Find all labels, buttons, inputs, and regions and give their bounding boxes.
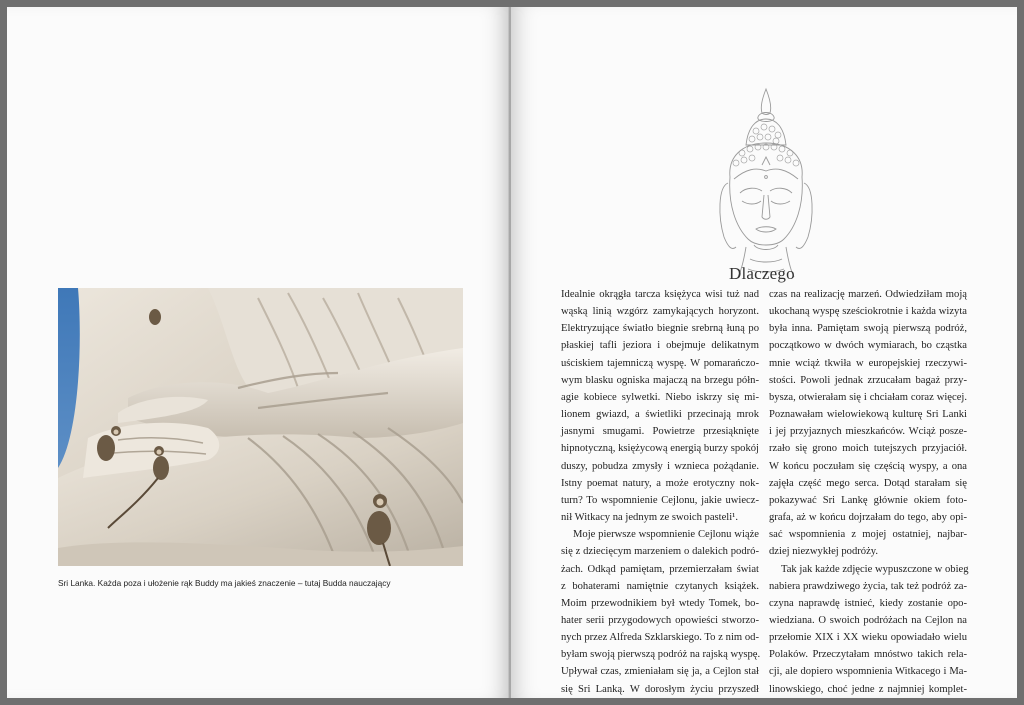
text-column-right [769, 286, 967, 698]
text-line: hater serii przygodowych opowieści stworzo- [561, 614, 759, 626]
text-line: nił Witkacy na jednym ze swoich pasteli¹. [561, 512, 739, 524]
text-column-left [561, 286, 759, 698]
chapter-title: Dlaczego [729, 264, 795, 283]
text-line: W końcu poczułam się częścią wyspy, a ona [769, 460, 967, 472]
right-page [511, 7, 1017, 698]
text-line: grafa, aż w końcu dojrzałam do tego, aby opi- [769, 512, 967, 524]
text-line: wym blasku ogniska majaczą na brzegu półn- [561, 374, 759, 386]
text-line: sać wspomnienia z mojej ostatniej, najbar- [769, 529, 967, 541]
buddha-hands-with-monkeys-photo [58, 288, 463, 566]
text-line: początkowo w dwóch wymiarach, bo cząstka [769, 340, 967, 352]
text-line: wąską linią wzgórz zamykających horyzont. [561, 306, 759, 318]
buddha-head-drawing [706, 87, 826, 279]
text-line: byłam swoją pierwszą podróż na rajską wyspę. [561, 649, 761, 661]
text-line: z bohaterami namiętnie czytanych książek. [561, 580, 759, 592]
text-line: uściskiem tajemniczą wyspę. W pomarańczo- [561, 357, 759, 369]
text-line: była inna. Pamiętam swoją pierwszą podróż, [769, 323, 967, 335]
text-line: hipnotyczną, księżycową energią burzy spokój [561, 443, 759, 455]
text-line: turn? To wspomnienie Cejlonu, jakie uwiecz- [561, 494, 759, 506]
left-page [7, 7, 509, 698]
text-line: żach. Odkąd pamiętam, przemierzałam świat [561, 563, 759, 575]
text-line: pokazywać Sri Lankę głównie okiem foto- [769, 494, 967, 506]
text-line: nych przez Alfreda Szklarskiego. To z nim od- [561, 632, 759, 644]
text-line: wiedziana. O swoich podróżach na Cejlon na [769, 614, 967, 626]
text-line: lionem gwiazd, a świetliki przecinają mrok [561, 409, 759, 421]
text-line: zajęła część mego serca. Dotąd starałam się [769, 477, 967, 489]
text-line: nabiera prawdziwego życia, tak też podróż za- [769, 580, 967, 592]
text-line: Poznawałam wielowiekową kulturę Sri Lanki [769, 409, 967, 421]
text-line: jasnymi smugami. Powietrze przesiąknięte [561, 426, 759, 438]
text-line: Tak jak każde zdjęcie wypuszczone w obieg [781, 563, 969, 575]
text-line: Moje pierwsze wspomnienie Cejlonu wiąże [573, 529, 759, 541]
text-line: Moim przewodnikiem był wtedy Tomek, bo- [561, 597, 759, 609]
text-line: Polaków. Przeczytałam mnóstwo takich rela- [769, 649, 967, 661]
text-line: się z dziecięcym marzeniem o dalekich podró- [561, 546, 759, 558]
text-line: Upływał czas, zmieniałam się ja, a Cejlon stał [561, 666, 759, 678]
text-line: cji, ale dopiero wspomnienia Witkacego i Ma- [769, 666, 967, 678]
text-line: Idealnie okrągła tarcza księżyca wisi tuż nad [561, 289, 759, 300]
text-line: duszy, pobudza zmysły i wznieca pożądanie. [561, 460, 759, 472]
text-line: się Sri Lanką. W dorosłym życiu przyszedł [561, 683, 759, 695]
text-line: dziej niezwykłej podróży. [769, 546, 879, 558]
text-line: ukochaną wyspę sześciokrotnie i każda wizyta [769, 306, 967, 318]
text-line: rzało się grono moich tutejszych przyjaciół. [769, 443, 967, 455]
text-line: agie kobiece sylwetki. Niebo iskrzy się mi- [561, 391, 759, 403]
text-line: płaskiej tafli jeziora i obejmuje delikatnym [561, 340, 759, 352]
photo-caption: Sri Lanka. Każda poza i ułożenie rąk Buddy ma jakieś znaczenie – tutaj Budda nauczający [58, 578, 391, 588]
text-line: czas na realizację marzeń. Odwiedziłam moją [769, 289, 967, 300]
text-line: mnie wciąż tkwiła w europejskiej rzeczywi- [769, 357, 967, 369]
text-line: stości. Powoli jednak zrzucałam bagaż przy- [769, 374, 967, 386]
text-line: Istny poemat natury, a może erotyczny nok- [561, 477, 759, 489]
text-line: i jej przyjaznych mieszkańców. Wciąż posze- [769, 426, 967, 438]
text-line: Elektryzujące światło biegnie srebrną łuną po [561, 323, 759, 335]
text-line: bysza, otwierałam się i chciałam coraz więcej. [769, 391, 967, 403]
text-line: czyna naprawdę istnieć, kiedy zostanie opo- [769, 597, 967, 609]
text-line: przełomie XIX i XX wieku opowiadało wielu [769, 632, 967, 644]
text-line: linowskiego, choć jedne z najmniej komplet- [769, 683, 967, 695]
